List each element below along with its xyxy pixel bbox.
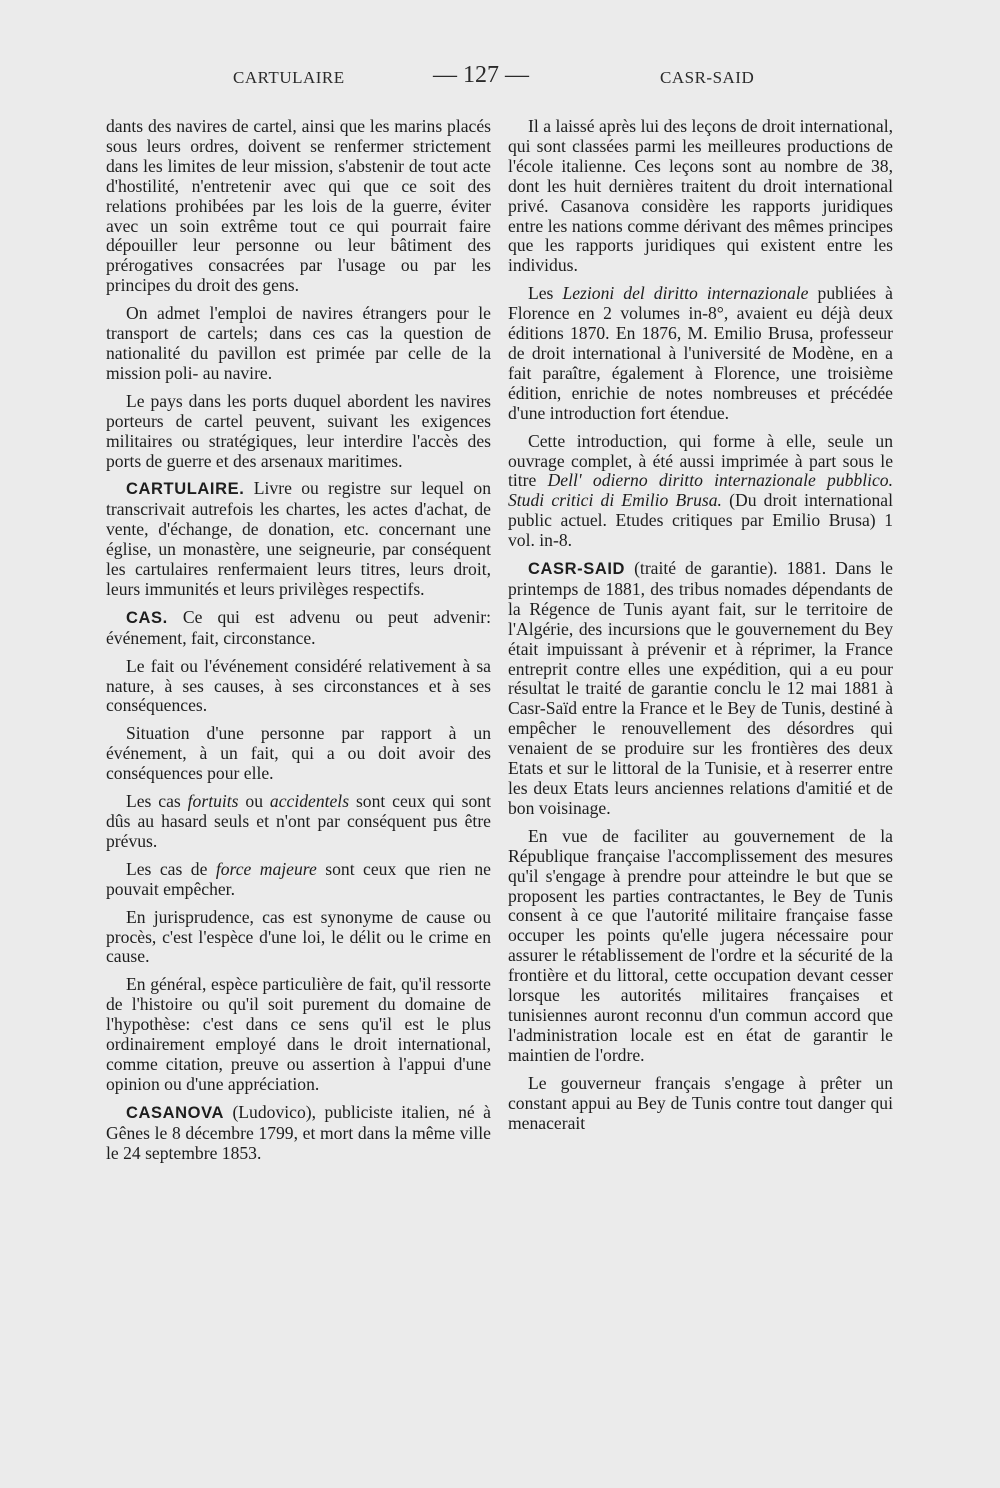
italic-title: Dell' odierno diritto internazionale pubblico. Studi critici di Emilio Brusa. <box>508 470 893 511</box>
text-run: publiées à Florence en 2 volumes in-8°, avaient eu déjà deux éditions 1870. En 1876, M. Emilio Brusa, professeur de droit international à l'université de Modène, en a fait paraître, également à Florence, une troisième édition, enrichie de notes nombreuses et précédée d'une introduction fort étendue. <box>508 283 893 423</box>
paragraph: En général, espèce particulière de fait, qu'il ressorte de l'histoire ou qu'il soit purement du domaine de l'hypothèse: c'est dans ce sens qu'il est le plus ordinairement employé dans le droit international, comme citation, preuve ou assertion à l'appui d'une opinion ou d'une appréciation. <box>106 974 491 1094</box>
entry-text: (traité de garantie). 1881. Dans le printemps de 1881, des tribus nomades dépendants de la Régence de Tunis ayant fait, sur le territoire de l'Algérie, des incursions que le gouvernement du Bey était impuissant à prévenir et à réprimer, la France entreprit contre elles une expédition, qui a eu pour résultat le traité de garantie conclu le 12 mai 1881 à Casr-Saïd entre la France et le Bey de Tunis, destiné à empêcher le renouvellement des désordres qui venaient de se produire sur les frontières des deux Etats et sur le littoral de la Tunisie, et à reserrer entre les deux Etats leurs anciennes relations d'amitié et de bon voisinage. <box>508 558 893 818</box>
paragraph <box>106 792 491 852</box>
entry-cartulaire <box>106 479 491 599</box>
entry-text: (Ludovico), publiciste italien, né à Gênes le 8 décembre 1799, et mort dans la même ville le 24 septembre 1853. <box>106 1101 491 1163</box>
text-run: sont ceux qui sont dûs au hasard seuls et n'ont par conséquent pus être prévus. <box>106 791 491 851</box>
italic-term: force majeure <box>215 858 317 879</box>
entry-casanova <box>106 1103 491 1164</box>
text-run: ou <box>238 791 270 812</box>
paragraph <box>508 284 893 423</box>
paragraph <box>106 860 491 900</box>
text-run: Cette introduction, qui forme à elle, seule un ouvrage complet, à été aussi imprimée à part sous le titre <box>508 430 893 491</box>
entry-text: Livre ou registre sur lequel on transcrivait autrefois les chartes, les actes d'achat, de vente, d'échange, de donation, etc. concernant une église, un monastère, une seigneurie, par conséquent les cartulaires renfermaient leurs titres, leurs droit, leurs immunités et leurs privilèges respectifs. <box>106 478 491 599</box>
text-run: Les cas <box>126 791 188 812</box>
paragraph: En jurisprudence, cas est synonyme de cause ou procès, c'est l'espèce d'une loi, le délit ou le crime en cause. <box>106 906 491 967</box>
text-run: Les cas de <box>126 858 216 879</box>
paragraph: Le pays dans les ports duquel abordent les navires porteurs de cartel peuvent, suivant les exigences militaires ou stratégiques, leur interdire l'accès des ports de guerre et des arsenaux maritimes. <box>106 390 491 471</box>
paragraph: Le gouverneur français s'engage à prêter un constant appui au Bey de Tunis contre tout danger qui menacerait <box>508 1072 893 1133</box>
italic-term: accidentels <box>269 791 350 812</box>
paragraph: Situation d'une personne par rapport à un événement, à un fait, qui a ou doit avoir des conséquences pour elle. <box>106 723 491 784</box>
entry-text: Ce qui est advenu ou peut advenir: événement, fait, circonstance. <box>106 606 491 648</box>
headword: CASANOVA <box>126 1103 224 1122</box>
headword: CASR-SAID <box>528 560 626 579</box>
right-column <box>508 117 893 1141</box>
text-run: Les <box>528 283 563 304</box>
paragraph: Le fait ou l'événement considéré relativement à sa nature, à ses causes, à ses circonstances et à ses conséquences. <box>106 655 491 716</box>
paragraph: Il a laissé après lui des leçons de droit international, qui sont classées parmi les meilleures productions de l'école italienne. Ces leçons sont au nombre de 38, dont les huit dernières traitent du droit international privé. Casanova considère les rapports juridiques entre les nations comme dérivant des mêmes principes que les rapports juridiques qui existent entre les individus. <box>508 116 893 276</box>
header-left-entry: CARTULAIRE <box>233 68 345 87</box>
paragraph: En vue de faciliter au gouvernement de la République française l'accomplissement des mesures qu'il s'engage à prendre pour atteindre le but que se proposent les parties contractantes, le Bey de Tunis consent à ce que l'autorité militaire française fasse occuper les points qu'elle jugera nécessaire pour assurer le rétablissement de l'ordre et la sécurité de la frontière et du littoral, cette occupation devant cesser lorsque les autorités militaires françaises et tunisiennes auront reconnu d'un commun accord que l'administration locale est en état de garantir le maintien de l'ordre. <box>508 825 893 1065</box>
headword: CAS. <box>126 608 168 627</box>
text-run: (Du droit international public actuel. Etudes critiques par Emilio Brusa) 1 vol. in-8. <box>508 490 894 551</box>
italic-title: Lezioni del diritto internazionale <box>562 283 809 304</box>
text-run: sont ceux que rien ne pouvait empêcher. <box>106 858 491 899</box>
paragraph <box>508 432 893 551</box>
running-head <box>0 62 1000 96</box>
left-column <box>106 117 491 1172</box>
entry-casr-said <box>508 559 893 819</box>
paragraph: dants des navires de cartel, ainsi que les marins placés sous leurs ordres, doivent se renfermer strictement dans les limites de leur mission, s'abstenir de tout acte d'hostilité, n'entretenir avec qui que ce soit des relations prohibées par les lois de la guerre, éviter avec un soin extrême tout ce qui pourrait faire dépouiller leur personne ou leur bâtiment des prérogatives consacrées par l'usage ou par les principes du droit des gens. <box>106 116 491 296</box>
headword: CARTULAIRE. <box>126 480 245 499</box>
entry-cas <box>106 608 491 649</box>
page-number: — 127 — <box>433 62 529 88</box>
header-right-entry: CASR-SAID <box>660 68 755 87</box>
italic-term: fortuits <box>187 791 239 812</box>
paragraph: On admet l'emploi de navires étrangers pour le transport de cartels; dans ces cas la question de nationalité du pavillon est primée par celle de la mission poli- au navire. <box>106 303 491 383</box>
